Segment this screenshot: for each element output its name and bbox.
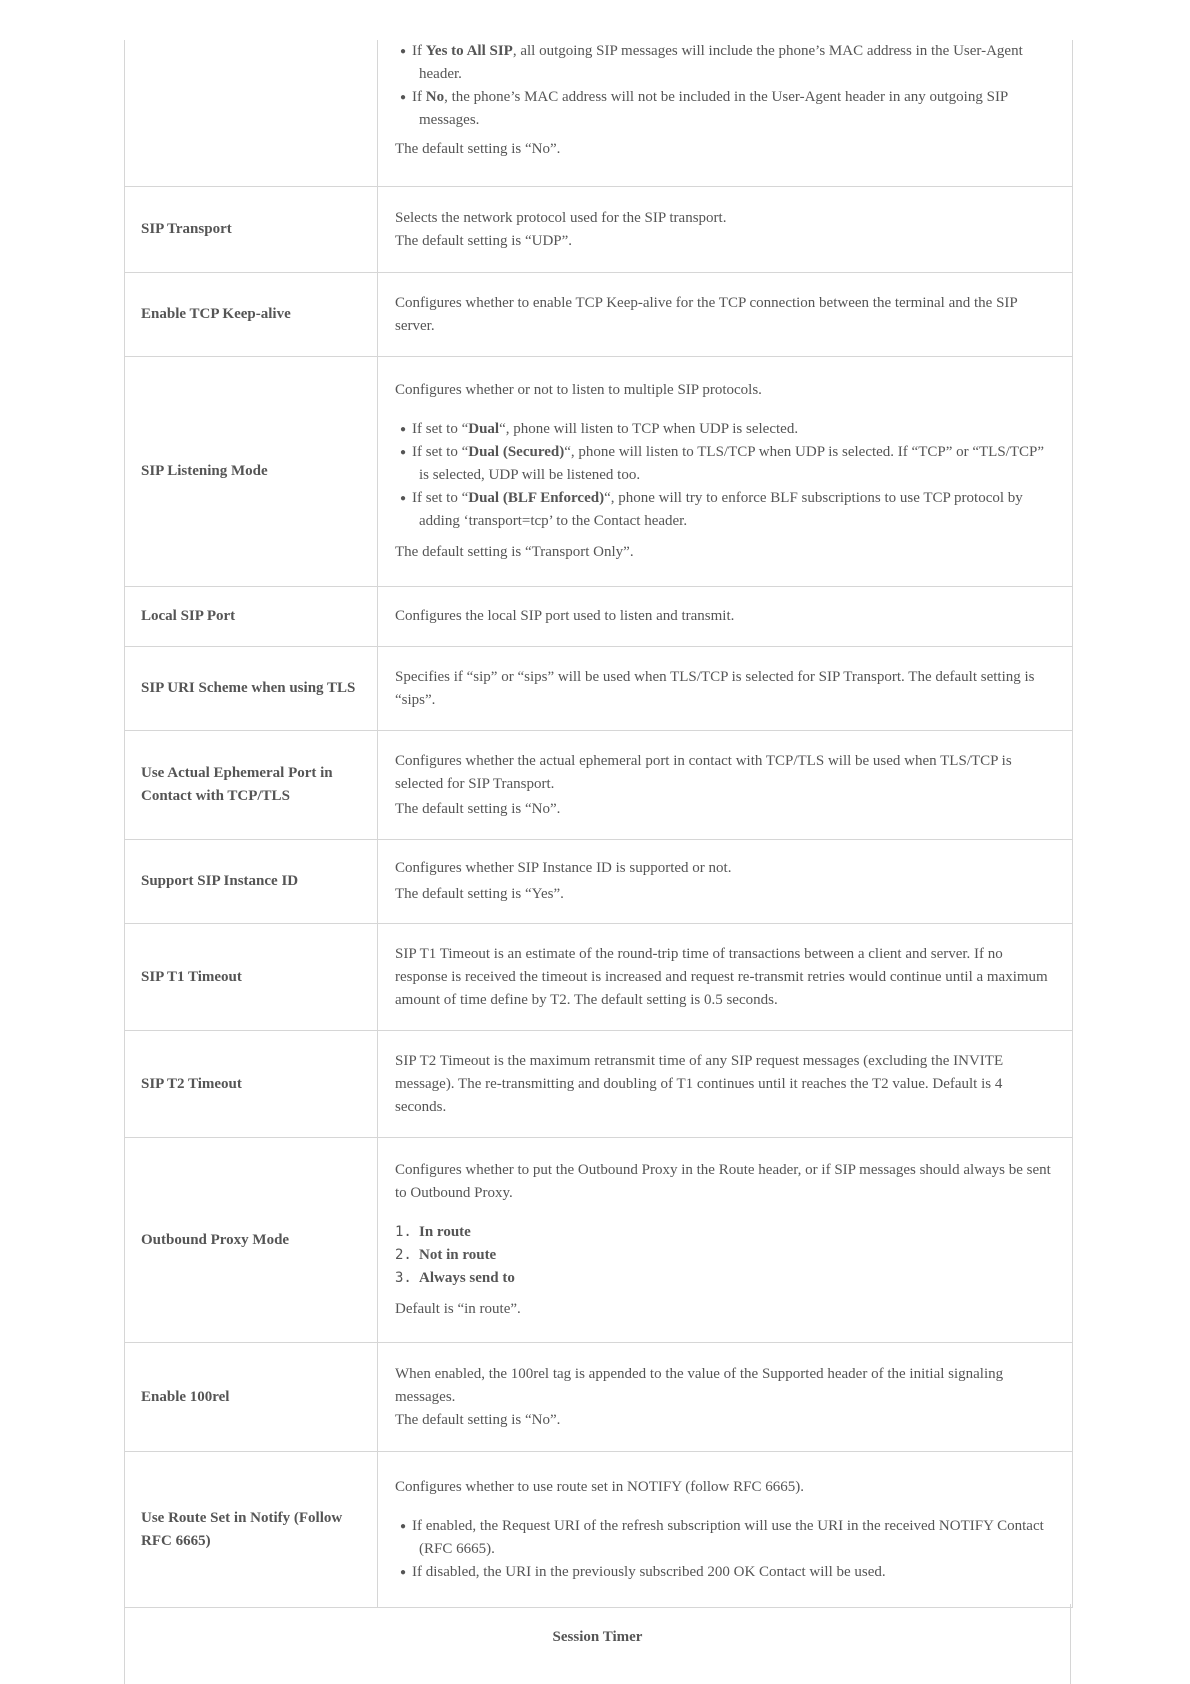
setting-name-uri-scheme: SIP URI Scheme when using TLS xyxy=(125,647,378,730)
default-note: The default setting is “Transport Only”. xyxy=(395,544,634,560)
table-row xyxy=(125,587,1072,647)
description-text: SIP T2 Timeout is the maximum retransmit time of any SIP request messages (excluding the INVITE message). The re-transmitting and doubling of T1 continues until it reaches the T2 value. Default is 4 seconds. xyxy=(395,1052,1004,1115)
proxy-mode-options xyxy=(395,1221,1056,1290)
setting-name-tcp-keepalive: Enable TCP Keep-alive xyxy=(125,273,378,356)
table-row xyxy=(125,647,1072,731)
default-note: The default setting is “No”. xyxy=(395,141,561,157)
list-item: 3. Always send to xyxy=(395,1270,515,1286)
setting-description-cell xyxy=(378,647,1072,730)
table-row xyxy=(125,187,1072,273)
list-item: ● If enabled, the Request URI of the refresh subscription will use the URI in the received NOTIFY Contact (RFC 6665). xyxy=(395,1515,1056,1561)
default-note: The default setting is “No”. xyxy=(395,800,561,817)
setting-name-sip-transport: SIP Transport xyxy=(125,187,378,272)
list-item: ● If set to “Dual (Secured)“, phone will listen to TLS/TCP when UDP is selected. If “TCP” or “TLS/TCP” is selected, UDP will be listened too. xyxy=(395,441,1056,487)
table-row xyxy=(125,1138,1072,1343)
description-text: Selects the network protocol used for the SIP transport. xyxy=(395,209,727,226)
setting-description-cell xyxy=(378,357,1072,586)
description-text: SIP T1 Timeout is an estimate of the round-trip time of transactions between a client and server. If no response is received the timeout is increased and request re-transmit retries would continue until a maximum amount of time define by T2. The default setting is 0.5 seconds. xyxy=(395,945,1048,1008)
default-note: The default setting is “UDP”. xyxy=(395,232,573,249)
mac-option-list xyxy=(395,40,1056,132)
setting-name-listening-mode: SIP Listening Mode xyxy=(125,357,378,586)
description-text: Specifies if “sip” or “sips” will be used when TLS/TCP is selected for SIP Transport. The default setting is “sips”. xyxy=(395,668,1035,708)
list-item: 1. In route xyxy=(395,1224,471,1240)
default-note: The default setting is “Yes”. xyxy=(395,886,564,902)
setting-description-cell xyxy=(378,731,1072,839)
table-row xyxy=(125,1031,1072,1138)
list-item: ● If set to “Dual (BLF Enforced)“, phone will try to enforce BLF subscriptions to use TCP protocol by adding ‘transport=tcp’ to the Contact header. xyxy=(395,487,1056,533)
setting-description-cell xyxy=(378,840,1072,923)
setting-name-100rel: Enable 100rel xyxy=(125,1343,378,1451)
setting-name-route-set: Use Route Set in Notify (Follow RFC 6665) xyxy=(125,1452,378,1607)
description-text: Configures whether or not to listen to multiple SIP protocols. xyxy=(395,382,762,398)
table-row xyxy=(125,40,1072,187)
list-item: ● If Yes to All SIP, all outgoing SIP messages will include the phone’s MAC address in the User-Agent header. xyxy=(395,40,1056,86)
list-item: ● If No, the phone’s MAC address will not be included in the User-Agent header in any outgoing SIP messages. xyxy=(395,86,1056,132)
listening-option-list xyxy=(395,418,1056,533)
list-item: 2. Not in route xyxy=(395,1247,497,1263)
setting-name-instance-id: Support SIP Instance ID xyxy=(125,840,378,923)
section-title: Session Timer xyxy=(552,1629,643,1645)
setting-description-cell xyxy=(378,1343,1072,1451)
setting-name-local-port: Local SIP Port xyxy=(125,587,378,646)
setting-description-cell xyxy=(378,924,1072,1030)
setting-description-cell xyxy=(378,587,1072,646)
table-row xyxy=(125,357,1072,587)
description-text: Configures whether the actual ephemeral port in contact with TCP/TLS will be used when TLS/TCP is selected for SIP Transport. xyxy=(395,752,1012,792)
settings-table xyxy=(124,40,1073,1608)
description-text: Configures whether to use route set in NOTIFY (follow RFC 6665). xyxy=(395,1478,804,1495)
table-row xyxy=(125,840,1072,924)
description-text: Configures whether SIP Instance ID is supported or not. xyxy=(395,860,732,876)
description-text: Configures whether to put the Outbound Proxy in the Route header, or if SIP messages should always be sent to Outbound Proxy. xyxy=(395,1162,1051,1201)
table-row xyxy=(125,1452,1072,1608)
default-note: Default is “in route”. xyxy=(395,1301,521,1317)
setting-name-ephemeral-port: Use Actual Ephemeral Port in Contact with TCP/TLS xyxy=(125,731,378,839)
default-note: The default setting is “No”. xyxy=(395,1411,561,1428)
setting-description-cell xyxy=(378,273,1072,356)
description-text: When enabled, the 100rel tag is appended to the value of the Supported header of the initial signaling messages. xyxy=(395,1365,1004,1405)
setting-description-cell xyxy=(378,187,1072,272)
table-row xyxy=(125,1343,1072,1452)
route-set-option-list xyxy=(395,1515,1056,1584)
setting-description-cell xyxy=(378,1138,1072,1342)
setting-name-cell xyxy=(125,40,378,186)
setting-name-outbound-proxy: Outbound Proxy Mode xyxy=(125,1138,378,1342)
setting-description-cell xyxy=(378,40,1072,186)
setting-description-cell xyxy=(378,1031,1072,1137)
setting-description-cell xyxy=(378,1452,1072,1607)
setting-name-t1-timeout: SIP T1 Timeout xyxy=(125,924,378,1030)
list-item: ● If disabled, the URI in the previously subscribed 200 OK Contact will be used. xyxy=(395,1561,1056,1584)
setting-name-t2-timeout: SIP T2 Timeout xyxy=(125,1031,378,1137)
description-text: Configures whether to enable TCP Keep-alive for the TCP connection between the terminal and the SIP server. xyxy=(395,294,1018,334)
table-row xyxy=(125,924,1072,1031)
section-header-session-timer xyxy=(124,1604,1071,1684)
table-row xyxy=(125,731,1072,840)
description-text: Configures the local SIP port used to listen and transmit. xyxy=(395,608,735,624)
list-item: ● If set to “Dual“, phone will listen to TCP when UDP is selected. xyxy=(395,418,1056,441)
table-row xyxy=(125,273,1072,357)
